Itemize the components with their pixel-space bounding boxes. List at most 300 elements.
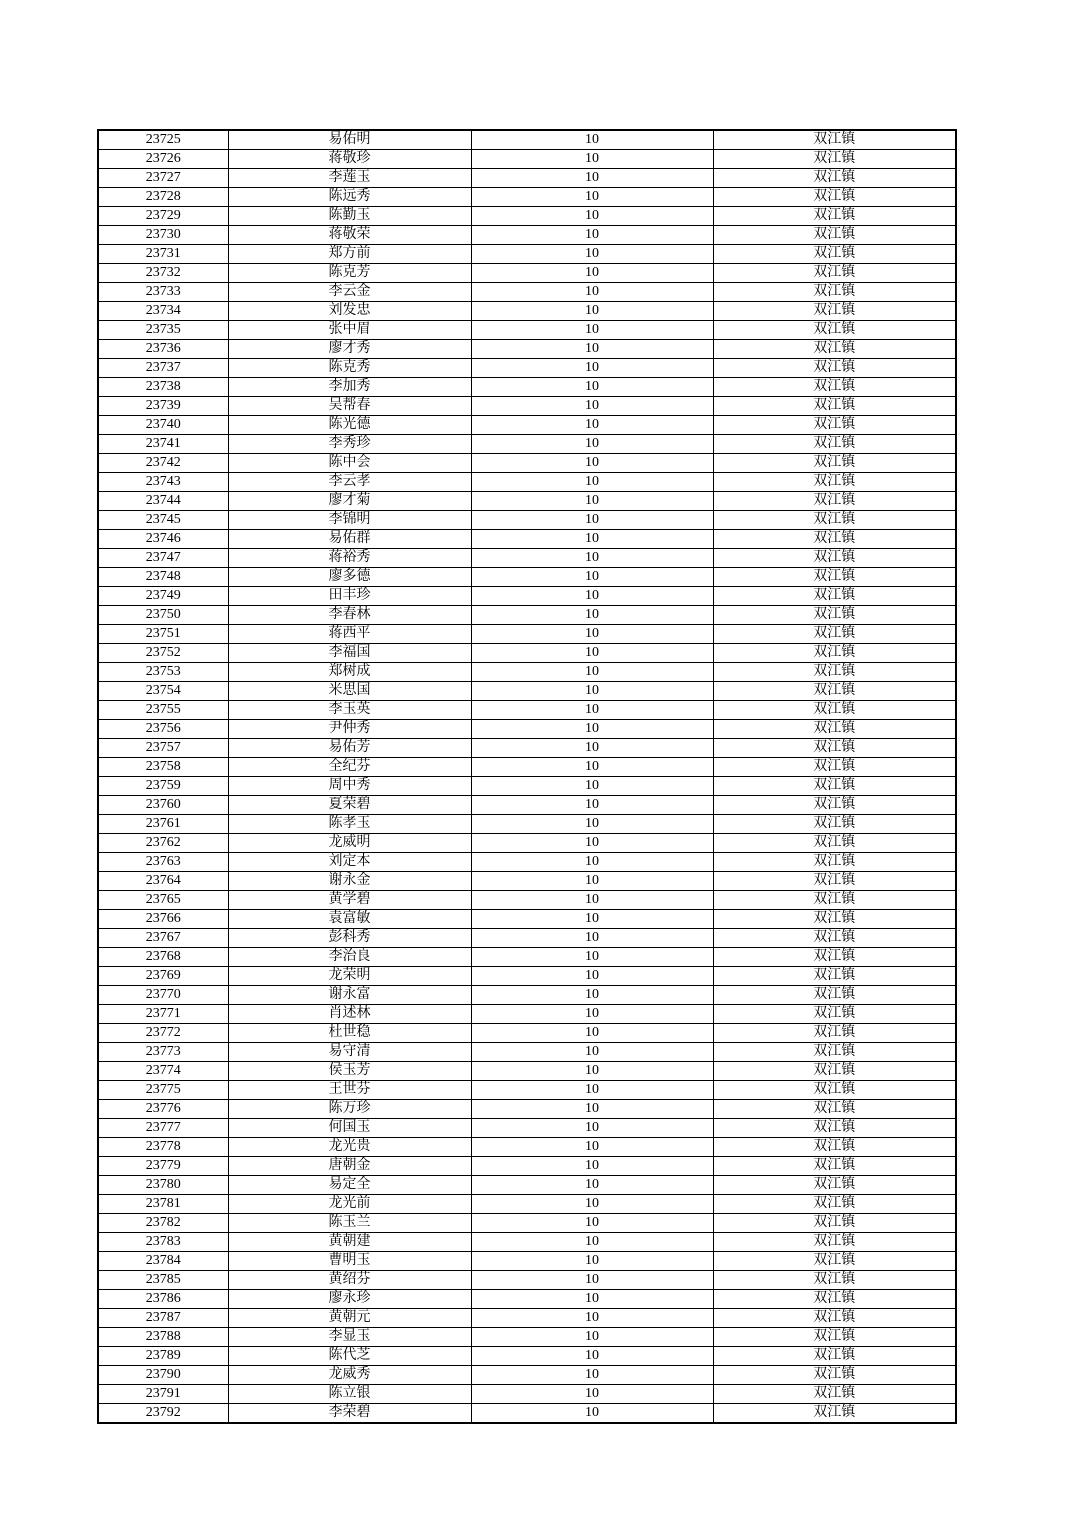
town-cell: 双江镇	[713, 891, 956, 910]
amount-cell: 10	[471, 454, 713, 473]
table-row	[98, 1290, 956, 1309]
name-cell: 刘定本	[228, 853, 471, 872]
town-cell: 双江镇	[713, 853, 956, 872]
row-number-cell: 23752	[98, 644, 228, 663]
amount-cell: 10	[471, 1062, 713, 1081]
amount-cell: 10	[471, 872, 713, 891]
row-number-cell: 23774	[98, 1062, 228, 1081]
row-number-cell: 23754	[98, 682, 228, 701]
town-cell: 双江镇	[713, 606, 956, 625]
row-number-cell: 23740	[98, 416, 228, 435]
town-cell: 双江镇	[713, 435, 956, 454]
row-number-cell: 23750	[98, 606, 228, 625]
name-cell: 龙威明	[228, 834, 471, 853]
name-cell: 田丰珍	[228, 587, 471, 606]
table-row	[98, 435, 956, 454]
name-cell: 李云孝	[228, 473, 471, 492]
town-cell: 双江镇	[713, 1005, 956, 1024]
name-cell: 王世芬	[228, 1081, 471, 1100]
amount-cell: 10	[471, 1404, 713, 1424]
amount-cell: 10	[471, 130, 713, 150]
town-cell: 双江镇	[713, 1176, 956, 1195]
name-cell: 陈光德	[228, 416, 471, 435]
amount-cell: 10	[471, 986, 713, 1005]
amount-cell: 10	[471, 416, 713, 435]
amount-cell: 10	[471, 1290, 713, 1309]
name-cell: 李云金	[228, 283, 471, 302]
amount-cell: 10	[471, 492, 713, 511]
row-number-cell: 23732	[98, 264, 228, 283]
name-cell: 易佑群	[228, 530, 471, 549]
row-number-cell: 23783	[98, 1233, 228, 1252]
table-row	[98, 492, 956, 511]
table-row	[98, 226, 956, 245]
amount-cell: 10	[471, 720, 713, 739]
town-cell: 双江镇	[713, 834, 956, 853]
amount-cell: 10	[471, 1157, 713, 1176]
table-row	[98, 758, 956, 777]
amount-cell: 10	[471, 1366, 713, 1385]
table-row	[98, 511, 956, 530]
row-number-cell: 23733	[98, 283, 228, 302]
row-number-cell: 23736	[98, 340, 228, 359]
table-row	[98, 302, 956, 321]
town-cell: 双江镇	[713, 1347, 956, 1366]
name-cell: 袁富敏	[228, 910, 471, 929]
row-number-cell: 23766	[98, 910, 228, 929]
town-cell: 双江镇	[713, 378, 956, 397]
town-cell: 双江镇	[713, 549, 956, 568]
town-cell: 双江镇	[713, 169, 956, 188]
table-row	[98, 625, 956, 644]
amount-cell: 10	[471, 1043, 713, 1062]
amount-cell: 10	[471, 796, 713, 815]
table-row	[98, 739, 956, 758]
name-cell: 蒋敬珍	[228, 150, 471, 169]
town-cell: 双江镇	[713, 568, 956, 587]
row-number-cell: 23757	[98, 739, 228, 758]
table-row	[98, 872, 956, 891]
name-cell: 陈万珍	[228, 1100, 471, 1119]
table-row	[98, 663, 956, 682]
amount-cell: 10	[471, 1081, 713, 1100]
table-row	[98, 834, 956, 853]
row-number-cell: 23729	[98, 207, 228, 226]
table-row	[98, 853, 956, 872]
name-cell: 黄朝建	[228, 1233, 471, 1252]
name-cell: 郑方前	[228, 245, 471, 264]
table-row	[98, 473, 956, 492]
name-cell: 陈克芳	[228, 264, 471, 283]
amount-cell: 10	[471, 302, 713, 321]
name-cell: 陈立银	[228, 1385, 471, 1404]
row-number-cell: 23786	[98, 1290, 228, 1309]
name-cell: 李秀珍	[228, 435, 471, 454]
name-cell: 蒋敬荣	[228, 226, 471, 245]
town-cell: 双江镇	[713, 359, 956, 378]
name-cell: 郑树成	[228, 663, 471, 682]
town-cell: 双江镇	[713, 663, 956, 682]
amount-cell: 10	[471, 701, 713, 720]
row-number-cell: 23773	[98, 1043, 228, 1062]
row-number-cell: 23730	[98, 226, 228, 245]
name-cell: 李锦明	[228, 511, 471, 530]
name-cell: 李治良	[228, 948, 471, 967]
town-cell: 双江镇	[713, 1157, 956, 1176]
row-number-cell: 23751	[98, 625, 228, 644]
row-number-cell: 23745	[98, 511, 228, 530]
table-row	[98, 150, 956, 169]
town-cell: 双江镇	[713, 264, 956, 283]
town-cell: 双江镇	[713, 397, 956, 416]
amount-cell: 10	[471, 777, 713, 796]
table-row	[98, 1062, 956, 1081]
row-number-cell: 23728	[98, 188, 228, 207]
table-row	[98, 264, 956, 283]
name-cell: 黄学碧	[228, 891, 471, 910]
row-number-cell: 23753	[98, 663, 228, 682]
table-row	[98, 1195, 956, 1214]
town-cell: 双江镇	[713, 454, 956, 473]
amount-cell: 10	[471, 188, 713, 207]
table-row	[98, 1252, 956, 1271]
town-cell: 双江镇	[713, 416, 956, 435]
name-cell: 杜世稳	[228, 1024, 471, 1043]
row-number-cell: 23772	[98, 1024, 228, 1043]
amount-cell: 10	[471, 397, 713, 416]
amount-cell: 10	[471, 169, 713, 188]
name-cell: 廖才秀	[228, 340, 471, 359]
amount-cell: 10	[471, 1347, 713, 1366]
table-row	[98, 701, 956, 720]
table-row	[98, 207, 956, 226]
row-number-cell: 23784	[98, 1252, 228, 1271]
table-row	[98, 1328, 956, 1347]
row-number-cell: 23759	[98, 777, 228, 796]
amount-cell: 10	[471, 264, 713, 283]
table-row	[98, 1043, 956, 1062]
row-number-cell: 23744	[98, 492, 228, 511]
data-table	[97, 129, 957, 1424]
table-row	[98, 1176, 956, 1195]
table-row	[98, 1100, 956, 1119]
table-row	[98, 1005, 956, 1024]
table-row	[98, 606, 956, 625]
row-number-cell: 23768	[98, 948, 228, 967]
table-row	[98, 986, 956, 1005]
name-cell: 黄绍芬	[228, 1271, 471, 1290]
name-cell: 全纪芬	[228, 758, 471, 777]
name-cell: 易守清	[228, 1043, 471, 1062]
table-row	[98, 682, 956, 701]
name-cell: 侯玉芳	[228, 1062, 471, 1081]
amount-cell: 10	[471, 359, 713, 378]
table-row	[98, 1385, 956, 1404]
name-cell: 李福国	[228, 644, 471, 663]
name-cell: 曹明玉	[228, 1252, 471, 1271]
amount-cell: 10	[471, 1271, 713, 1290]
row-number-cell: 23727	[98, 169, 228, 188]
row-number-cell: 23737	[98, 359, 228, 378]
town-cell: 双江镇	[713, 492, 956, 511]
town-cell: 双江镇	[713, 1043, 956, 1062]
name-cell: 周中秀	[228, 777, 471, 796]
table-row	[98, 568, 956, 587]
town-cell: 双江镇	[713, 587, 956, 606]
name-cell: 陈勤玉	[228, 207, 471, 226]
amount-cell: 10	[471, 1195, 713, 1214]
row-number-cell: 23762	[98, 834, 228, 853]
document-page	[97, 129, 955, 1424]
name-cell: 谢永金	[228, 872, 471, 891]
table-row	[98, 796, 956, 815]
town-cell: 双江镇	[713, 207, 956, 226]
name-cell: 陈玉兰	[228, 1214, 471, 1233]
table-row	[98, 530, 956, 549]
name-cell: 廖才菊	[228, 492, 471, 511]
amount-cell: 10	[471, 644, 713, 663]
row-number-cell: 23725	[98, 130, 228, 150]
name-cell: 李玉英	[228, 701, 471, 720]
name-cell: 蒋西平	[228, 625, 471, 644]
town-cell: 双江镇	[713, 986, 956, 1005]
name-cell: 陈中会	[228, 454, 471, 473]
table-row	[98, 1309, 956, 1328]
town-cell: 双江镇	[713, 1233, 956, 1252]
amount-cell: 10	[471, 1309, 713, 1328]
amount-cell: 10	[471, 1328, 713, 1347]
row-number-cell: 23778	[98, 1138, 228, 1157]
amount-cell: 10	[471, 1024, 713, 1043]
amount-cell: 10	[471, 739, 713, 758]
table-row	[98, 416, 956, 435]
town-cell: 双江镇	[713, 948, 956, 967]
table-row	[98, 1366, 956, 1385]
table-row	[98, 777, 956, 796]
town-cell: 双江镇	[713, 188, 956, 207]
table-row	[98, 1214, 956, 1233]
town-cell: 双江镇	[713, 473, 956, 492]
town-cell: 双江镇	[713, 910, 956, 929]
town-cell: 双江镇	[713, 758, 956, 777]
town-cell: 双江镇	[713, 321, 956, 340]
row-number-cell: 23789	[98, 1347, 228, 1366]
row-number-cell: 23792	[98, 1404, 228, 1424]
name-cell: 肖述林	[228, 1005, 471, 1024]
town-cell: 双江镇	[713, 226, 956, 245]
table-row	[98, 929, 956, 948]
name-cell: 夏荣碧	[228, 796, 471, 815]
table-row	[98, 910, 956, 929]
row-number-cell: 23743	[98, 473, 228, 492]
town-cell: 双江镇	[713, 1271, 956, 1290]
town-cell: 双江镇	[713, 1119, 956, 1138]
name-cell: 陈代芝	[228, 1347, 471, 1366]
table-body	[98, 130, 956, 1423]
row-number-cell: 23755	[98, 701, 228, 720]
town-cell: 双江镇	[713, 283, 956, 302]
row-number-cell: 23787	[98, 1309, 228, 1328]
town-cell: 双江镇	[713, 302, 956, 321]
town-cell: 双江镇	[713, 130, 956, 150]
name-cell: 李荣碧	[228, 1404, 471, 1424]
row-number-cell: 23726	[98, 150, 228, 169]
town-cell: 双江镇	[713, 777, 956, 796]
name-cell: 易佑明	[228, 130, 471, 150]
town-cell: 双江镇	[713, 1404, 956, 1424]
amount-cell: 10	[471, 1214, 713, 1233]
amount-cell: 10	[471, 340, 713, 359]
table-row	[98, 1347, 956, 1366]
row-number-cell: 23746	[98, 530, 228, 549]
amount-cell: 10	[471, 549, 713, 568]
name-cell: 吴帮春	[228, 397, 471, 416]
row-number-cell: 23782	[98, 1214, 228, 1233]
row-number-cell: 23771	[98, 1005, 228, 1024]
name-cell: 龙光前	[228, 1195, 471, 1214]
row-number-cell: 23734	[98, 302, 228, 321]
name-cell: 陈孝玉	[228, 815, 471, 834]
name-cell: 蒋裕秀	[228, 549, 471, 568]
row-number-cell: 23776	[98, 1100, 228, 1119]
row-number-cell: 23738	[98, 378, 228, 397]
amount-cell: 10	[471, 245, 713, 264]
town-cell: 双江镇	[713, 1214, 956, 1233]
row-number-cell: 23758	[98, 758, 228, 777]
table-row	[98, 397, 956, 416]
amount-cell: 10	[471, 530, 713, 549]
town-cell: 双江镇	[713, 739, 956, 758]
row-number-cell: 23741	[98, 435, 228, 454]
amount-cell: 10	[471, 1385, 713, 1404]
amount-cell: 10	[471, 378, 713, 397]
name-cell: 李显玉	[228, 1328, 471, 1347]
table-row	[98, 587, 956, 606]
name-cell: 陈远秀	[228, 188, 471, 207]
row-number-cell: 23777	[98, 1119, 228, 1138]
town-cell: 双江镇	[713, 644, 956, 663]
name-cell: 易定全	[228, 1176, 471, 1195]
name-cell: 黄朝元	[228, 1309, 471, 1328]
town-cell: 双江镇	[713, 150, 956, 169]
town-cell: 双江镇	[713, 929, 956, 948]
name-cell: 尹仲秀	[228, 720, 471, 739]
table-row	[98, 1271, 956, 1290]
name-cell: 龙光贵	[228, 1138, 471, 1157]
town-cell: 双江镇	[713, 1062, 956, 1081]
town-cell: 双江镇	[713, 340, 956, 359]
table-row	[98, 188, 956, 207]
row-number-cell: 23791	[98, 1385, 228, 1404]
row-number-cell: 23763	[98, 853, 228, 872]
town-cell: 双江镇	[713, 625, 956, 644]
row-number-cell: 23764	[98, 872, 228, 891]
name-cell: 李加秀	[228, 378, 471, 397]
amount-cell: 10	[471, 910, 713, 929]
town-cell: 双江镇	[713, 815, 956, 834]
row-number-cell: 23767	[98, 929, 228, 948]
town-cell: 双江镇	[713, 872, 956, 891]
table-row	[98, 245, 956, 264]
table-row	[98, 321, 956, 340]
name-cell: 龙威秀	[228, 1366, 471, 1385]
town-cell: 双江镇	[713, 1309, 956, 1328]
row-number-cell: 23739	[98, 397, 228, 416]
table-row	[98, 1138, 956, 1157]
town-cell: 双江镇	[713, 1138, 956, 1157]
amount-cell: 10	[471, 815, 713, 834]
row-number-cell: 23760	[98, 796, 228, 815]
name-cell: 陈克秀	[228, 359, 471, 378]
amount-cell: 10	[471, 435, 713, 454]
amount-cell: 10	[471, 226, 713, 245]
amount-cell: 10	[471, 1138, 713, 1157]
amount-cell: 10	[471, 1252, 713, 1271]
name-cell: 何国玉	[228, 1119, 471, 1138]
table-row	[98, 340, 956, 359]
row-number-cell: 23749	[98, 587, 228, 606]
table-row	[98, 1233, 956, 1252]
table-row	[98, 1081, 956, 1100]
amount-cell: 10	[471, 283, 713, 302]
town-cell: 双江镇	[713, 245, 956, 264]
town-cell: 双江镇	[713, 701, 956, 720]
amount-cell: 10	[471, 853, 713, 872]
row-number-cell: 23765	[98, 891, 228, 910]
amount-cell: 10	[471, 511, 713, 530]
row-number-cell: 23781	[98, 1195, 228, 1214]
row-number-cell: 23761	[98, 815, 228, 834]
table-row	[98, 1157, 956, 1176]
amount-cell: 10	[471, 473, 713, 492]
town-cell: 双江镇	[713, 511, 956, 530]
row-number-cell: 23785	[98, 1271, 228, 1290]
table-row	[98, 891, 956, 910]
amount-cell: 10	[471, 1100, 713, 1119]
row-number-cell: 23780	[98, 1176, 228, 1195]
table-row	[98, 1024, 956, 1043]
amount-cell: 10	[471, 606, 713, 625]
amount-cell: 10	[471, 682, 713, 701]
name-cell: 米思国	[228, 682, 471, 701]
town-cell: 双江镇	[713, 1385, 956, 1404]
name-cell: 易佑芳	[228, 739, 471, 758]
table-row	[98, 130, 956, 150]
amount-cell: 10	[471, 834, 713, 853]
table-row	[98, 720, 956, 739]
row-number-cell: 23747	[98, 549, 228, 568]
name-cell: 谢永富	[228, 986, 471, 1005]
amount-cell: 10	[471, 929, 713, 948]
row-number-cell: 23769	[98, 967, 228, 986]
town-cell: 双江镇	[713, 967, 956, 986]
table-row	[98, 454, 956, 473]
amount-cell: 10	[471, 1176, 713, 1195]
name-cell: 刘发忠	[228, 302, 471, 321]
town-cell: 双江镇	[713, 682, 956, 701]
town-cell: 双江镇	[713, 1328, 956, 1347]
row-number-cell: 23770	[98, 986, 228, 1005]
table-row	[98, 815, 956, 834]
row-number-cell: 23731	[98, 245, 228, 264]
amount-cell: 10	[471, 758, 713, 777]
amount-cell: 10	[471, 663, 713, 682]
amount-cell: 10	[471, 948, 713, 967]
table-row	[98, 967, 956, 986]
row-number-cell: 23790	[98, 1366, 228, 1385]
town-cell: 双江镇	[713, 1366, 956, 1385]
amount-cell: 10	[471, 568, 713, 587]
